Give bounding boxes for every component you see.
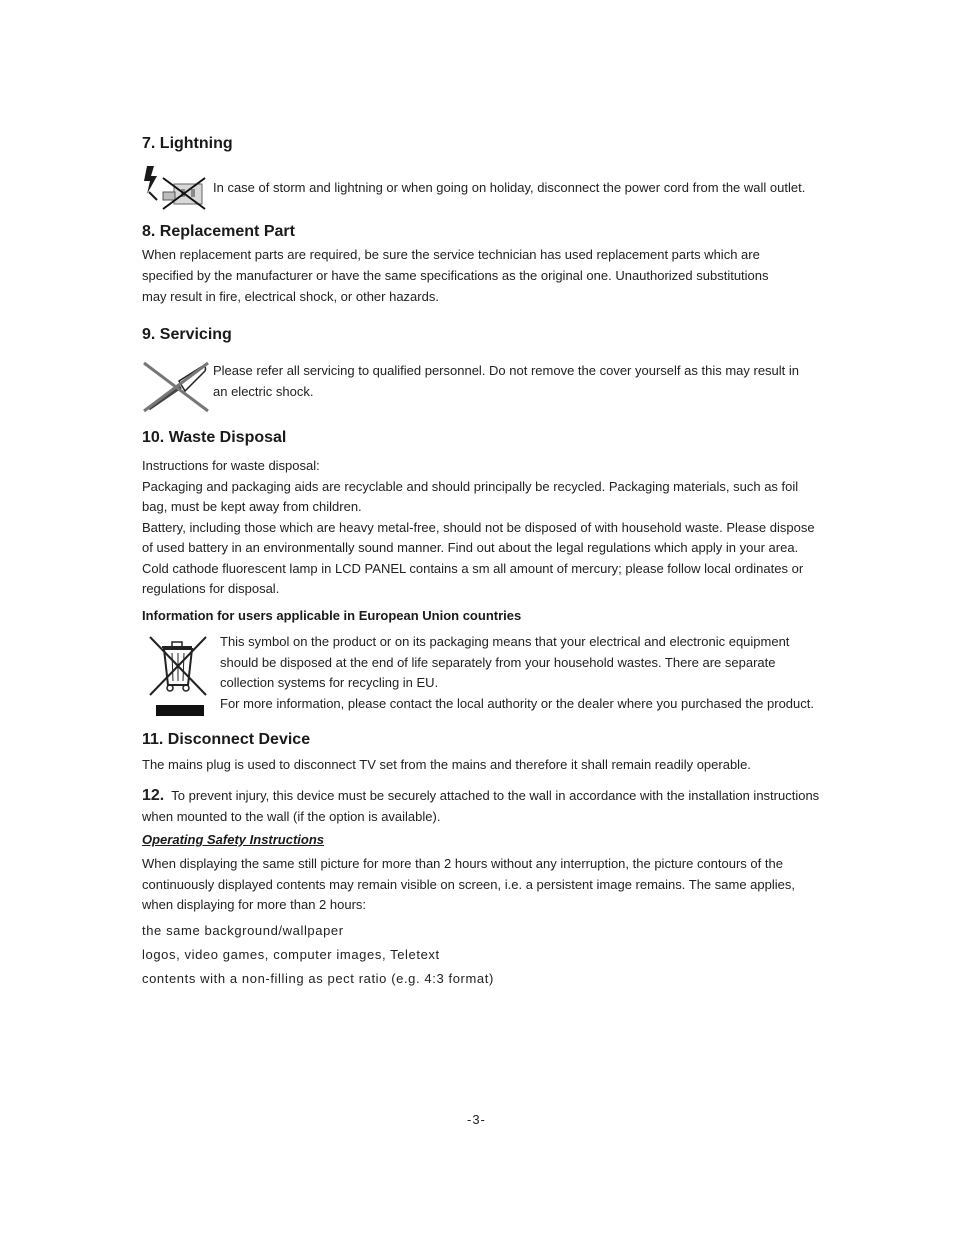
text-line: Battery, including those which are heavy metal-free, should not be disposed of with household waste. Please dispose bbox=[142, 519, 815, 535]
text-line: regulations for disposal. bbox=[142, 581, 280, 596]
text-line: To prevent injury, this device must be securely attached to the wall in accordance with the installation instructions bbox=[171, 788, 820, 803]
text-line: When displaying the same still picture for more than 2 hours without any interruption, the picture contours of the bbox=[142, 856, 783, 871]
text-line: should be disposed at the end of life separately from your household wastes. There are separate bbox=[220, 654, 776, 670]
list-item: the same background/wallpaper bbox=[142, 923, 344, 938]
eu-info-paragraph bbox=[220, 632, 814, 714]
item-number: 12. bbox=[142, 787, 165, 804]
heading-replacement-part: 8. Replacement Part bbox=[142, 223, 295, 240]
text-line: This symbol on the product or on its packaging means that your electrical and electronic equipment bbox=[220, 634, 790, 649]
replacement-paragraph bbox=[142, 244, 769, 307]
no-screwdriver-icon bbox=[141, 359, 211, 415]
heading-disconnect-device: 11. Disconnect Device bbox=[142, 731, 311, 748]
text-line: continuously displayed contents may remain visible on screen, i.e. a persistent image remains. The same applies, bbox=[142, 876, 795, 892]
text-line: Please refer all servicing to qualified personnel. Do not remove the cover yourself as this may result in bbox=[213, 363, 800, 378]
lightning-unplug-icon bbox=[141, 164, 209, 210]
text-line: an electric shock. bbox=[213, 384, 314, 399]
heading-operating-safety: Operating Safety Instructions bbox=[142, 832, 325, 847]
weee-bin-icon bbox=[144, 633, 212, 721]
wall-mount-line-1 bbox=[142, 785, 819, 806]
text-line: Packaging and packaging aids are recyclable and should principally be recycled. Packaging materials, such as foil bbox=[142, 478, 799, 494]
text-line: For more information, please contact the local authority or the dealer where you purchased the product. bbox=[220, 695, 814, 711]
text-line: may result in fire, electrical shock, or other hazards. bbox=[142, 289, 439, 304]
eu-info-heading: Information for users applicable in European Union countries bbox=[142, 608, 522, 623]
list-item: logos, video games, computer images, Teletext bbox=[142, 947, 440, 962]
text-line: when displaying for more than 2 hours: bbox=[142, 897, 367, 912]
disconnect-text: The mains plug is used to disconnect TV set from the mains and therefore it shall remain readily operable. bbox=[142, 757, 751, 772]
heading-lightning: 7. Lightning bbox=[142, 135, 233, 152]
text-line: of used battery in an environmentally sound manner. Find out about the legal regulations which apply in your area. bbox=[142, 540, 799, 555]
waste-paragraph bbox=[142, 456, 815, 600]
heading-servicing: 9. Servicing bbox=[142, 326, 232, 343]
text-line: Cold cathode fluorescent lamp in LCD PANEL contains a sm all amount of mercury; please follow local ordinates or bbox=[142, 560, 804, 576]
text-line: Instructions for waste disposal: bbox=[142, 458, 320, 473]
operating-paragraph bbox=[142, 854, 795, 916]
text-line: specified by the manufacturer or have the same specifications as the original one. Unauthorized substitutions bbox=[142, 268, 769, 283]
lightning-text: In case of storm and lightning or when going on holiday, disconnect the power cord from the wall outlet. bbox=[213, 180, 806, 195]
wall-mount-paragraph bbox=[142, 785, 819, 827]
text-line: When replacement parts are required, be sure the service technician has used replacement parts which are bbox=[142, 247, 760, 262]
servicing-paragraph bbox=[213, 360, 799, 402]
page-number: -3- bbox=[467, 1112, 486, 1127]
heading-waste-disposal: 10. Waste Disposal bbox=[142, 429, 287, 446]
text-line: bag, must be kept away from children. bbox=[142, 499, 362, 514]
text-line: when mounted to the wall (if the option is available). bbox=[142, 809, 441, 824]
list-item: contents with a non-filling as pect ratio (e.g. 4:3 format) bbox=[142, 971, 494, 986]
text-line: collection systems for recycling in EU. bbox=[220, 675, 439, 690]
